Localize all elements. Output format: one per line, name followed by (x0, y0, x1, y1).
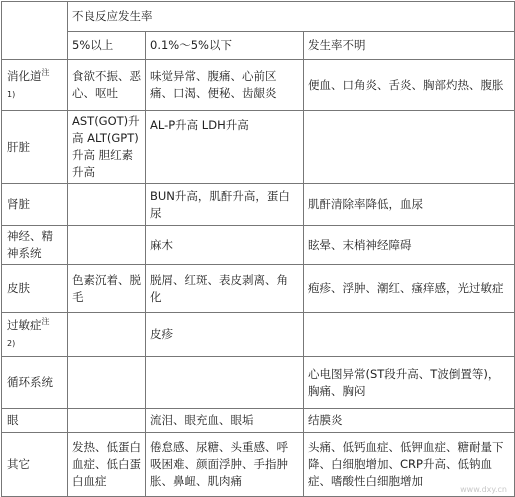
table-row (2, 111, 515, 184)
table-row (2, 313, 515, 357)
col-header-01-5pct: 0.1%～5%以下 (146, 32, 304, 60)
cell-01-5pct: AL-P升高 LDH升高 (146, 111, 304, 184)
footnote-mark: 注 (41, 317, 50, 327)
cell-unknown: 头痛、低钙血症、低钾血症、糖耐量下降、白细胞增加、CRP升高、低钠血症、嗜酸性白细胞增加 (304, 433, 515, 497)
cell-unknown: 结膜炎 (304, 409, 515, 433)
table-row (2, 184, 515, 226)
cell-01-5pct: 倦怠感、尿糖、头重感、呼吸困难、颜面浮肿、手指肿胀、鼻衄、肌肉痛 (146, 433, 304, 497)
row-label: 循环系统 (2, 357, 68, 409)
cell-01-5pct (146, 357, 304, 409)
cell-unknown: 疱疹、浮肿、潮红、瘙痒感，光过敏症 (304, 265, 515, 313)
row-label: 神经、精神系统 (2, 226, 68, 265)
row-label: 皮肤 (2, 265, 68, 313)
table-row (2, 226, 515, 265)
header-corner-cell (2, 2, 68, 60)
cell-unknown (304, 313, 515, 357)
cell-5pct-above (68, 313, 146, 357)
cell-5pct-above: 色素沉着、脱毛 (68, 265, 146, 313)
col-header-5pct-above: 5%以上 (68, 32, 146, 60)
cell-5pct-above (68, 226, 146, 265)
cell-01-5pct: 流泪、眼充血、眼垢 (146, 409, 304, 433)
table-row (2, 409, 515, 433)
footnote-mark: 注 (41, 67, 50, 77)
table-row (2, 357, 515, 409)
table-row (2, 265, 515, 313)
cell-unknown: 心电图异常(ST段升高、T波倒置等)，胸痛、胸闷 (304, 357, 515, 409)
row-label: 肾脏 (2, 184, 68, 226)
row-label-text: 消化道 (7, 68, 42, 83)
cell-5pct-above (68, 184, 146, 226)
adverse-reaction-table (1, 1, 515, 497)
cell-01-5pct: 脱屑、红斑、表皮剥离、角化 (146, 265, 304, 313)
cell-5pct-above (68, 357, 146, 409)
row-label-text: 过敏症 (7, 318, 42, 332)
cell-5pct-above (68, 409, 146, 433)
cell-unknown: 眩晕、末梢神经障碍 (304, 226, 515, 265)
row-label: 肝脏 (2, 111, 68, 184)
table-title: 不良反应发生率 (68, 2, 515, 32)
row-label: 其它 (2, 433, 68, 497)
col-header-unknown: 发生率不明 (304, 32, 515, 60)
cell-5pct-above: 食欲不振、恶心、呕吐 (68, 60, 146, 111)
table-row (2, 60, 515, 111)
cell-01-5pct: BUN升高，肌酐升高，蛋白尿 (146, 184, 304, 226)
cell-unknown: 肌酐清除率降低，血尿 (304, 184, 515, 226)
row-label: 眼 (2, 409, 68, 433)
cell-5pct-above: AST(GOT)升高 ALT(GPT)升高 胆红素升高 (68, 111, 146, 184)
cell-unknown: 便血、口角炎、舌炎、胸部灼热、腹胀 (304, 60, 515, 111)
row-label (2, 60, 68, 111)
cell-01-5pct: 味觉异常、腹痛、心前区痛、口渴、便秘、齿龈炎 (146, 60, 304, 111)
cell-unknown (304, 111, 515, 184)
table-row (2, 433, 515, 497)
row-label (2, 313, 68, 357)
watermark: www.dxy.cn (460, 485, 507, 494)
cell-01-5pct: 麻木 (146, 226, 304, 265)
table-header-row-2 (2, 32, 515, 60)
footnote-number: 2) (7, 339, 16, 348)
cell-5pct-above: 发热、低蛋白血症、低白蛋白血症 (68, 433, 146, 497)
cell-01-5pct: 皮疹 (146, 313, 304, 357)
table-header-row-1 (2, 2, 515, 32)
footnote-number: 1) (7, 89, 16, 99)
